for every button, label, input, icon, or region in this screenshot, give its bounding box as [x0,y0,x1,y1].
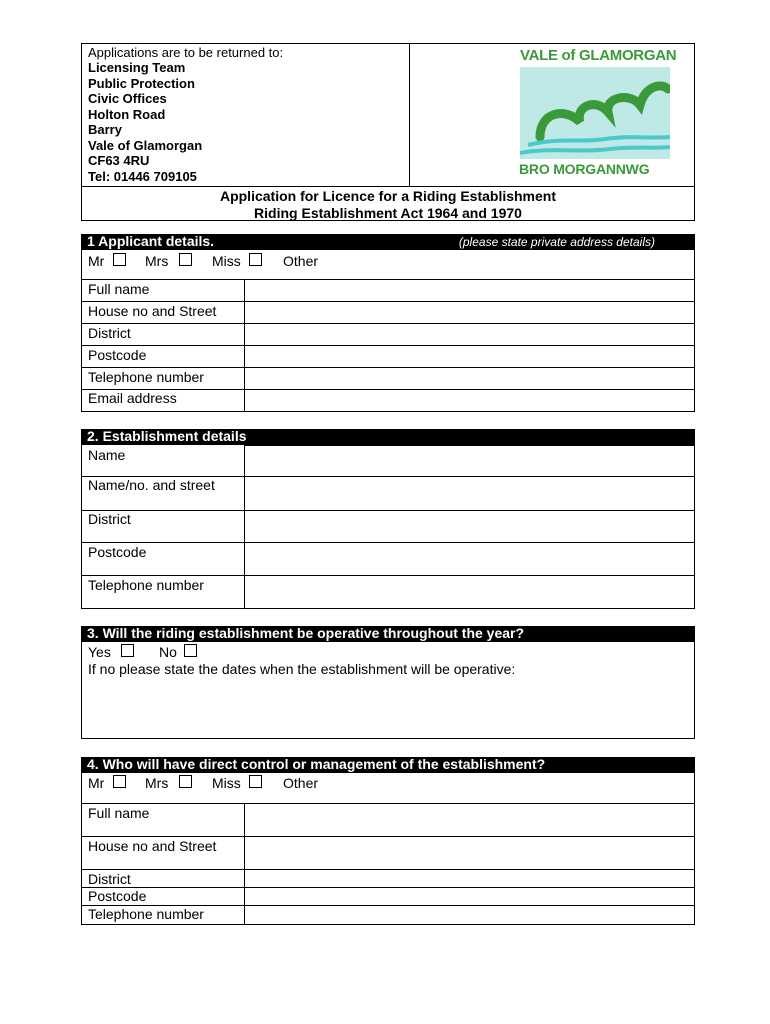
return-intro: Applications are to be returned to: [88,45,284,60]
section1-note: (please state private address details) [458,235,655,249]
applicant-postcode-input[interactable] [245,346,694,367]
address-line: Holton Road [88,106,166,122]
yes-label: Yes [88,644,111,660]
no-checkbox[interactable] [184,644,197,657]
establishment-district-input[interactable] [245,511,694,542]
yes-checkbox[interactable] [121,644,134,657]
manager-telephone-input[interactable] [245,906,694,924]
address-line: Public Protection [88,75,195,91]
manager-street-input[interactable] [245,837,694,869]
section1-heading [81,234,695,250]
manager-postcode-input[interactable] [245,888,694,905]
section1-heading-text: 1 Applicant details. [87,233,215,249]
title-mrs-label: Mrs [145,253,169,269]
section3-heading: 3. Will the riding establishment be operative throughout the year? [81,626,695,642]
field-label: District [88,871,131,887]
field-label: Name [88,447,126,463]
field-label: House no and Street [88,303,217,319]
council-logo [515,48,675,180]
field-label: House no and Street [88,838,217,854]
field-label: District [88,511,131,527]
field-label: Name/no. and street [88,477,215,493]
form-title: Application for Licence for a Riding Establishment [219,188,557,204]
establishment-street-input[interactable] [245,477,694,510]
title-mrs-checkbox[interactable] [179,253,192,266]
manager-title-mr-checkbox[interactable] [113,775,126,788]
address-line: Civic Offices [88,91,167,106]
manager-title-miss-label: Miss [212,775,241,791]
manager-title-other-label: Other [283,775,319,791]
field-label: Postcode [88,347,147,363]
manager-district-input[interactable] [245,870,694,887]
address-line: Vale of Glamorgan [88,137,203,153]
section4-heading: 4. Who will have direct control or management of the establishment? [81,757,695,773]
address-line: Tel: 01446 709105 [88,168,197,184]
operative-dates-question: If no please state the dates when the establishment will be operative: [88,661,516,677]
manager-title-mrs-label: Mrs [145,775,169,791]
no-label: No [159,644,177,660]
operative-dates-input[interactable] [83,680,693,737]
field-label: Postcode [88,888,147,904]
establishment-postcode-input[interactable] [245,543,694,575]
title-mr-label: Mr [88,253,105,269]
logo-waves-graphic [520,67,670,159]
field-label: Full name [88,281,150,297]
form-subtitle: Riding Establishment Act 1964 and 1970 [254,205,522,221]
manager-title-miss-checkbox[interactable] [249,775,262,788]
applicant-district-input[interactable] [245,324,694,345]
field-label: Full name [88,805,150,821]
establishment-name-input[interactable] [245,446,694,476]
field-label: Telephone number [88,369,204,385]
section2-heading: 2. Establishment details [81,429,695,445]
title-miss-label: Miss [212,253,241,269]
field-label: Email address [88,390,177,406]
header-title-divider [81,186,695,187]
applicant-telephone-input[interactable] [245,368,694,389]
address-line: Licensing Team [88,60,186,75]
logo-text-bottom: BRO MORGANNWG [519,161,650,177]
field-label: Postcode [88,544,147,560]
return-address [88,60,202,184]
address-line: Barry [88,122,122,137]
title-mr-checkbox[interactable] [113,253,126,266]
field-label: Telephone number [88,906,204,922]
manager-title-mr-label: Mr [88,775,105,791]
applicant-street-input[interactable] [245,302,694,323]
field-label: District [88,325,131,341]
field-label: Telephone number [88,577,204,593]
manager-title-mrs-checkbox[interactable] [179,775,192,788]
title-other-label: Other [283,253,319,269]
applicant-email-input[interactable] [245,390,694,411]
logo-text-top: VALE of GLAMORGAN [520,47,677,64]
applicant-full-name-input[interactable] [245,280,694,301]
manager-full-name-input[interactable] [245,804,694,836]
establishment-telephone-input[interactable] [245,576,694,608]
address-line: CF63 4RU [88,153,150,168]
title-miss-checkbox[interactable] [249,253,262,266]
header-divider [409,43,410,187]
